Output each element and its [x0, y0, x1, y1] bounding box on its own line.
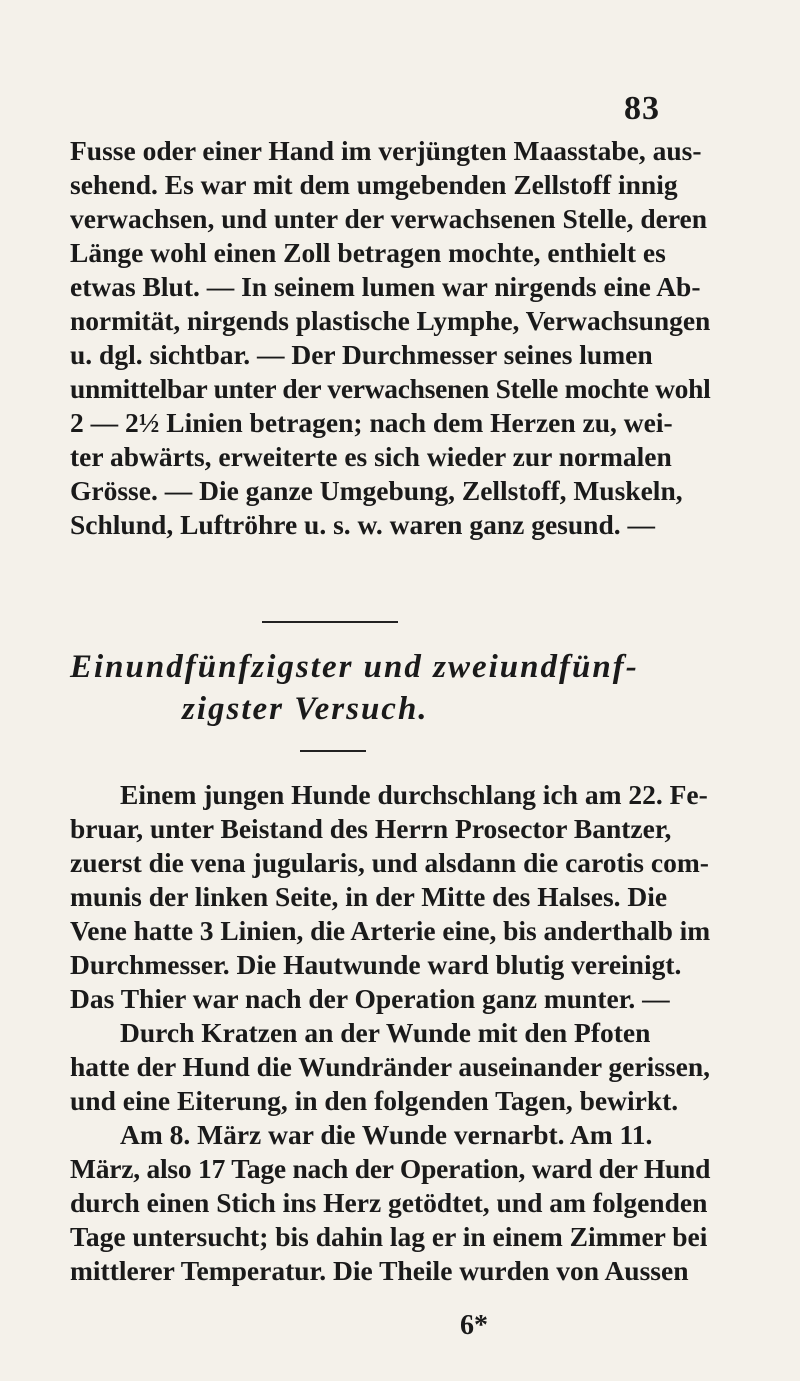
signature-mark: 6*	[460, 1310, 488, 1341]
text-line: munis der linken Seite, in der Mitte des Halses. Die	[70, 881, 668, 912]
page-number: 83	[624, 90, 660, 127]
text-line: durch einen Stich ins Herz getödtet, und am folgenden	[70, 1187, 708, 1218]
text-line: normität, nirgends plastische Lymphe, Verwachsungen	[70, 305, 711, 336]
text-line: u. dgl. sichtbar. — Der Durchmesser seines lumen	[70, 339, 653, 370]
paragraph-2	[70, 778, 710, 1288]
section-heading	[70, 646, 710, 730]
text-line: und eine Eiterung, in den folgenden Tagen, bewirkt.	[70, 1085, 679, 1116]
text-line: sehend. Es war mit dem umgebenden Zellstoff innig	[70, 169, 678, 200]
text-line: 2 — 2½ Linien betragen; nach dem Herzen zu, wei-	[70, 407, 673, 438]
text-line: etwas Blut. — In seinem lumen war nirgends eine Ab-	[70, 271, 701, 302]
text-line: Einem jungen Hunde durchschlang ich am 22. Fe-	[120, 779, 708, 810]
section-divider	[262, 621, 398, 623]
text-line: Vene hatte 3 Linien, die Arterie eine, bis anderthalb im	[70, 915, 711, 946]
text-line: Das Thier war nach der Operation ganz munter. —	[70, 983, 670, 1014]
heading-underline	[300, 750, 366, 752]
text-line: Grösse. — Die ganze Umgebung, Zellstoff, Muskeln,	[70, 475, 683, 506]
heading-line: zigster Versuch.	[182, 691, 429, 727]
text-line: Schlund, Luftröhre u. s. w. waren ganz gesund. —	[70, 509, 656, 540]
text-line: Fusse oder einer Hand im verjüngten Maasstabe, aus-	[70, 135, 702, 166]
text-line: März, also 17 Tage nach der Operation, ward der Hund	[70, 1153, 711, 1184]
text-line: ter abwärts, erweiterte es sich wieder zur normalen	[70, 441, 672, 472]
heading-line: Einundfünfzigster und zweiundfünf-	[70, 649, 639, 685]
text-line: Durch Kratzen an der Wunde mit den Pfoten	[120, 1017, 651, 1048]
text-line: hatte der Hund die Wundränder auseinander gerissen,	[70, 1051, 711, 1082]
text-line: verwachsen, und unter der verwachsenen Stelle, deren	[70, 203, 708, 234]
text-line: unmittelbar unter der verwachsenen Stelle mochte wohl	[70, 373, 711, 404]
text-line: Durchmesser. Die Hautwunde ward blutig vereinigt.	[70, 949, 682, 980]
text-line: Tage untersucht; bis dahin lag er in einem Zimmer bei	[70, 1221, 708, 1252]
text-line: bruar, unter Beistand des Herrn Prosector Bantzer,	[70, 813, 672, 844]
text-line: zuerst die vena jugularis, und alsdann die carotis com-	[70, 847, 709, 878]
text-line: Am 8. März war die Wunde vernarbt. Am 11.	[120, 1119, 653, 1150]
text-line: mittlerer Temperatur. Die Theile wurden von Aussen	[70, 1255, 689, 1286]
text-line: Länge wohl einen Zoll betragen mochte, enthielt es	[70, 237, 666, 268]
paragraph-1	[70, 134, 710, 542]
